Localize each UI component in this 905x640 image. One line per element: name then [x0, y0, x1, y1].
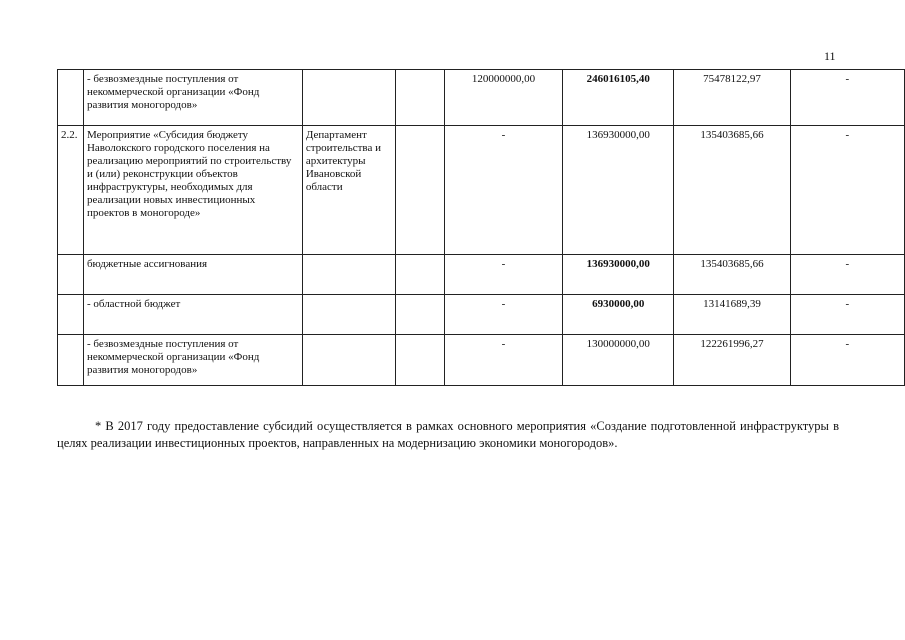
- row-executor: [302, 70, 395, 126]
- row-value-4: 13141689,39: [674, 295, 790, 335]
- row-number: [58, 335, 84, 386]
- row-number: [58, 255, 84, 295]
- page-number: 11: [824, 49, 836, 63]
- row-number: [58, 295, 84, 335]
- row-value-5: -: [790, 126, 904, 255]
- row-value-3: 136930000,00: [563, 126, 674, 255]
- row-value-5: -: [790, 255, 904, 295]
- table-row: [58, 126, 905, 255]
- budget-table: [57, 69, 905, 386]
- row-value-3: 6930000,00: [563, 295, 674, 335]
- row-value-3: 130000000,00: [563, 335, 674, 386]
- row-value-4: 135403685,66: [674, 126, 790, 255]
- row-value-1: [395, 255, 444, 295]
- footnote: * В 2017 году предоставление субсидий осуществляется в рамках основного мероприятия «Создание подготовленной инфраструктуры в целях реализации инвестиционных проектов, направленных на модернизацию экономики моногородов».: [57, 418, 839, 450]
- row-value-2: -: [444, 295, 562, 335]
- table-row: [58, 295, 905, 335]
- row-name: - безвозмездные поступления от некоммерческой организации «Фонд развития моногородов»: [83, 335, 302, 386]
- row-value-3: 136930000,00: [563, 255, 674, 295]
- row-number: [58, 70, 84, 126]
- row-value-4: 122261996,27: [674, 335, 790, 386]
- row-name: Мероприятие «Субсидия бюджету Наволокского городского поселения на реализацию мероприятий по строительству и (или) реконструкции объектов инфраструктуры, необходимых для реализации новых инвестиционных проектов в моногороде»: [83, 126, 302, 255]
- row-value-4: 135403685,66: [674, 255, 790, 295]
- table-row: [58, 255, 905, 295]
- row-value-5: -: [790, 295, 904, 335]
- row-value-2: -: [444, 126, 562, 255]
- table-row: [58, 335, 905, 386]
- row-value-1: [395, 126, 444, 255]
- row-name: бюджетные ассигнования: [83, 255, 302, 295]
- row-executor: [302, 335, 395, 386]
- table-row: [58, 70, 905, 126]
- row-number: 2.2.: [58, 126, 84, 255]
- row-executor: [302, 255, 395, 295]
- row-value-2: 120000000,00: [444, 70, 562, 126]
- row-value-1: [395, 70, 444, 126]
- row-value-1: [395, 335, 444, 386]
- row-value-5: -: [790, 70, 904, 126]
- row-value-5: -: [790, 335, 904, 386]
- row-executor: Департамент строительства и архитектуры Ивановской области: [302, 126, 395, 255]
- row-executor: [302, 295, 395, 335]
- row-name: - безвозмездные поступления от некоммерческой организации «Фонд развития моногородов»: [83, 70, 302, 126]
- row-value-1: [395, 295, 444, 335]
- row-value-2: -: [444, 335, 562, 386]
- row-value-4: 75478122,97: [674, 70, 790, 126]
- row-value-2: -: [444, 255, 562, 295]
- row-name: - областной бюджет: [83, 295, 302, 335]
- row-value-3: 246016105,40: [563, 70, 674, 126]
